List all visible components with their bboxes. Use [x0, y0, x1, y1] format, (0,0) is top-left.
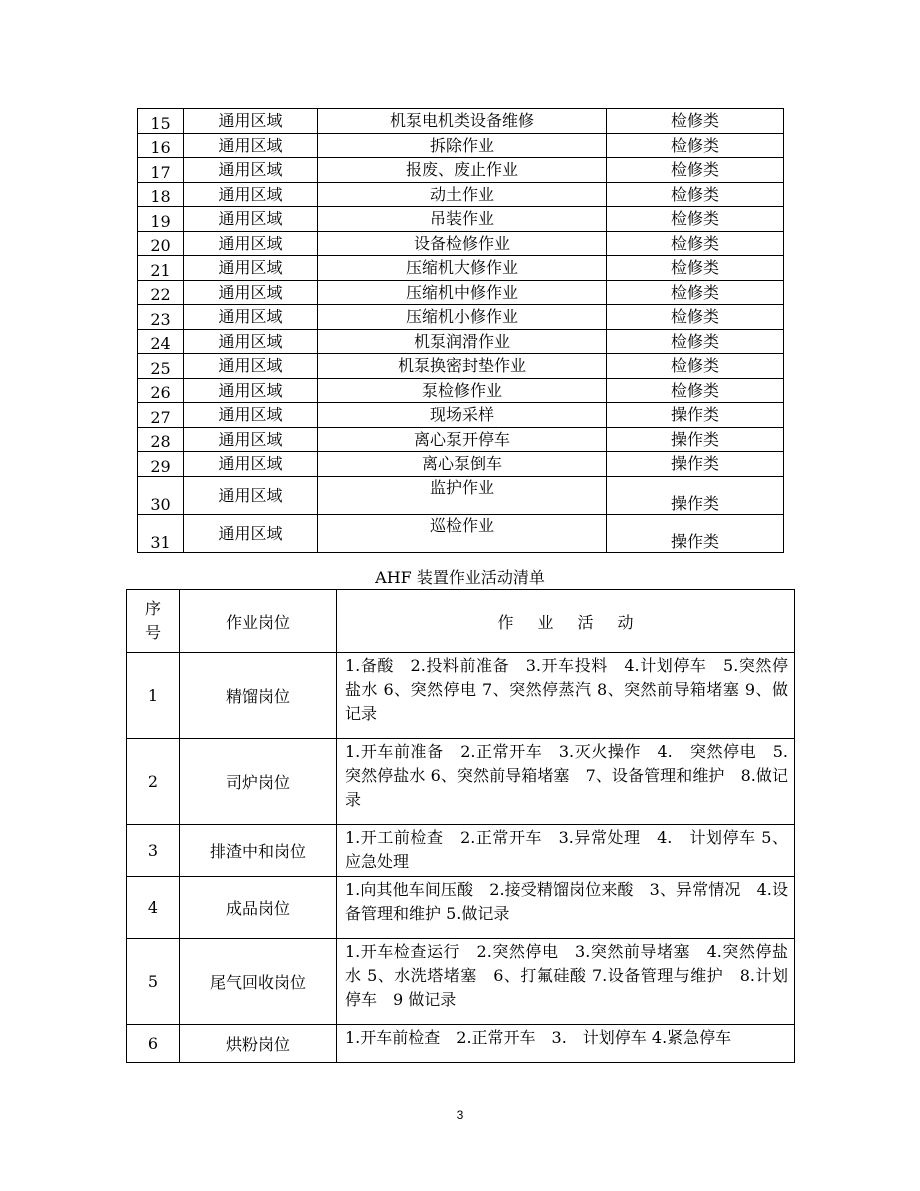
row-number: 21: [138, 256, 184, 281]
row-area: 通用区域: [184, 452, 318, 477]
row-number: 17: [138, 158, 184, 183]
table-row: [138, 354, 784, 379]
row-number: 2: [127, 739, 180, 825]
row-activity: 离心泵开停车: [318, 427, 607, 452]
row-category: 操作类: [607, 427, 784, 452]
row-category: 检修类: [607, 329, 784, 354]
row-area: 通用区域: [184, 158, 318, 183]
row-category: 检修类: [607, 280, 784, 305]
row-number: 27: [138, 403, 184, 428]
row-activity: 报废、废止作业: [318, 158, 607, 183]
row-number: 22: [138, 280, 184, 305]
row-activity: 拆除作业: [318, 133, 607, 158]
table-row: [127, 939, 795, 1025]
row-category: 检修类: [607, 231, 784, 256]
table1-body: [138, 109, 784, 553]
table-row: [138, 231, 784, 256]
row-category: 操作类: [607, 476, 784, 514]
row-number: 4: [127, 877, 180, 939]
row-category: 操作类: [607, 403, 784, 428]
row-category: 检修类: [607, 354, 784, 379]
table-row: [138, 378, 784, 403]
row-area: 通用区域: [184, 231, 318, 256]
header-seq: 序 号: [127, 590, 180, 653]
row-area: 通用区域: [184, 514, 318, 552]
row-area: 通用区域: [184, 305, 318, 330]
row-area: 通用区域: [184, 354, 318, 379]
row-category: 操作类: [607, 452, 784, 477]
row-number: 24: [138, 329, 184, 354]
table-row: [138, 207, 784, 232]
row-number: 19: [138, 207, 184, 232]
table-row: [127, 877, 795, 939]
row-category: 检修类: [607, 378, 784, 403]
row-category: 检修类: [607, 182, 784, 207]
row-area: 通用区域: [184, 329, 318, 354]
table-row: [138, 329, 784, 354]
row-area: 通用区域: [184, 476, 318, 514]
row-activity: 泵检修作业: [318, 378, 607, 403]
table-row: [127, 739, 795, 825]
row-area: 通用区域: [184, 133, 318, 158]
row-activity: 吊装作业: [318, 207, 607, 232]
row-activities: 1.备酸 2.投料前准备 3.开车投料 4.计划停车 5.突然停盐水 6、突然停电 7、突然停蒸汽 8、突然前导箱堵塞 9、做记录: [337, 653, 795, 739]
header-post: 作业岗位: [180, 590, 337, 653]
row-activity: 压缩机大修作业: [318, 256, 607, 281]
row-area: 通用区域: [184, 207, 318, 232]
row-category: 检修类: [607, 256, 784, 281]
row-number: 25: [138, 354, 184, 379]
table-row: [138, 109, 784, 134]
row-activity: 巡检作业: [318, 514, 607, 552]
row-number: 6: [127, 1025, 180, 1063]
row-activity: 离心泵倒车: [318, 452, 607, 477]
row-number: 15: [138, 109, 184, 134]
row-activity: 机泵换密封垫作业: [318, 354, 607, 379]
row-category: 检修类: [607, 158, 784, 183]
table-row: [127, 825, 795, 877]
row-area: 通用区域: [184, 403, 318, 428]
row-area: 通用区域: [184, 182, 318, 207]
row-number: 18: [138, 182, 184, 207]
table-row: [138, 514, 784, 552]
row-number: 3: [127, 825, 180, 877]
row-category: 检修类: [607, 133, 784, 158]
table-row: [138, 256, 784, 281]
row-category: 检修类: [607, 109, 784, 134]
row-post: 司炉岗位: [180, 739, 337, 825]
row-number: 29: [138, 452, 184, 477]
row-activities: 1.开车前检查 2.正常开车 3. 计划停车 4.紧急停车: [337, 1025, 795, 1063]
row-activity: 监护作业: [318, 476, 607, 514]
table-row: [138, 280, 784, 305]
row-activity: 压缩机小修作业: [318, 305, 607, 330]
row-activity: 机泵电机类设备维修: [318, 109, 607, 134]
table2-body: [127, 653, 795, 1063]
row-number: 23: [138, 305, 184, 330]
row-post: 排渣中和岗位: [180, 825, 337, 877]
row-area: 通用区域: [184, 378, 318, 403]
row-number: 28: [138, 427, 184, 452]
row-number: 1: [127, 653, 180, 739]
row-activity: 动土作业: [318, 182, 607, 207]
table-row: [138, 133, 784, 158]
row-activities: 1.向其他车间压酸 2.接受精馏岗位来酸 3、异常情况 4.设备管理和维护 5.做记录: [337, 877, 795, 939]
table-row: [127, 653, 795, 739]
header-activities: 作 业 活 动: [337, 590, 795, 653]
row-area: 通用区域: [184, 427, 318, 452]
row-area: 通用区域: [184, 109, 318, 134]
row-post: 成品岗位: [180, 877, 337, 939]
page-number: 3: [456, 1108, 464, 1122]
work-activity-table-continued: [137, 108, 784, 553]
row-activities: 1.开车检查运行 2.突然停电 3.突然前导堵塞 4.突然停盐水 5、水洗塔堵塞 6、打氟硅酸 7.设备管理与维护 8.计划停车 9 做记录: [337, 939, 795, 1025]
row-post: 精馏岗位: [180, 653, 337, 739]
row-activity: 现场采样: [318, 403, 607, 428]
row-category: 检修类: [607, 305, 784, 330]
table-row: [127, 1025, 795, 1063]
table-row: [138, 305, 784, 330]
row-number: 20: [138, 231, 184, 256]
row-category: 检修类: [607, 207, 784, 232]
row-number: 16: [138, 133, 184, 158]
row-activities: 1.开车前准备 2.正常开车 3.灭火操作 4. 突然停电 5.突然停盐水 6、突然前导箱堵塞 7、设备管理和维护 8.做记录: [337, 739, 795, 825]
table-row: [138, 403, 784, 428]
row-area: 通用区域: [184, 256, 318, 281]
table-caption: AHF 装置作业活动清单: [375, 568, 545, 587]
table-row: [138, 182, 784, 207]
table-row: [138, 452, 784, 477]
row-activity: 设备检修作业: [318, 231, 607, 256]
row-category: 操作类: [607, 514, 784, 552]
row-number: 30: [138, 476, 184, 514]
table-row: [138, 427, 784, 452]
ahf-activity-list-table: [126, 589, 795, 1063]
table-row: [138, 476, 784, 514]
row-activity: 机泵润滑作业: [318, 329, 607, 354]
row-activities: 1.开工前检查 2.正常开车 3.异常处理 4. 计划停车 5、应急处理: [337, 825, 795, 877]
row-activity: 压缩机中修作业: [318, 280, 607, 305]
row-number: 5: [127, 939, 180, 1025]
row-number: 26: [138, 378, 184, 403]
row-area: 通用区域: [184, 280, 318, 305]
row-number: 31: [138, 514, 184, 552]
table-row: [138, 158, 784, 183]
row-post: 烘粉岗位: [180, 1025, 337, 1063]
table2-header-row: [127, 590, 795, 653]
row-post: 尾气回收岗位: [180, 939, 337, 1025]
